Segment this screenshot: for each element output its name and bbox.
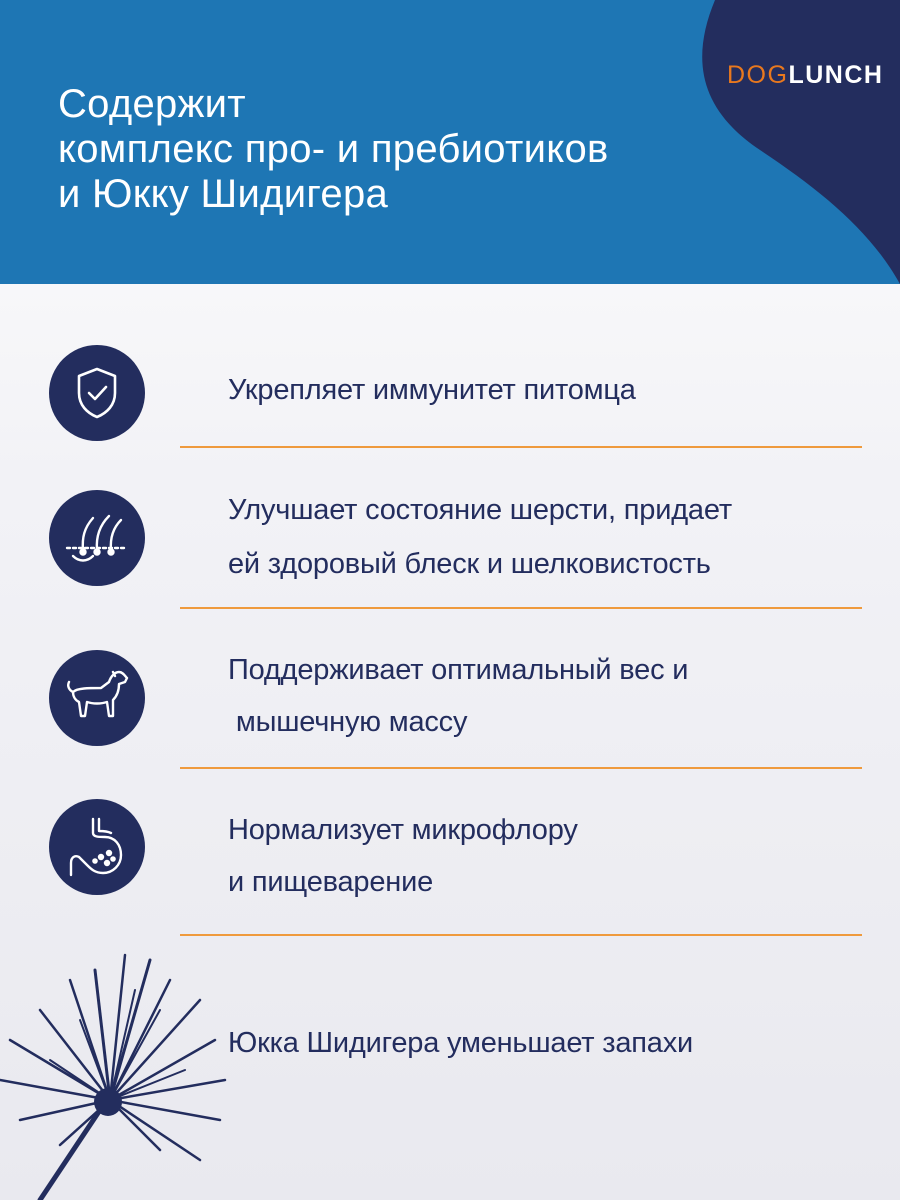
feature-line: Юкка Шидигера уменьшает запахи (228, 1027, 693, 1059)
feature-text (228, 806, 868, 906)
headline (58, 82, 609, 217)
feature-text (228, 366, 868, 414)
feature-text (228, 1019, 868, 1067)
feature-line: мышечную массу (228, 706, 468, 738)
feature-line: Улучшает состояние шерсти, придает (228, 494, 732, 526)
headline-line: Содержит (58, 82, 246, 126)
feature-line: и пищеварение (228, 866, 434, 898)
brand-logo (727, 58, 883, 92)
feature-line: Укрепляет иммунитет питомца (228, 374, 636, 406)
divider (180, 767, 862, 769)
feature-line: ей здоровый блеск и шелковистость (228, 548, 711, 580)
headline-line: и Юкку Шидигера (58, 172, 389, 216)
feature-text (228, 486, 868, 588)
feature-line: Нормализует микрофлору (228, 814, 578, 846)
feature-text (228, 646, 868, 746)
dog-icon (49, 650, 145, 746)
header-banner (0, 0, 900, 284)
divider (180, 934, 862, 936)
divider (180, 607, 862, 609)
yucca-plant-icon (0, 950, 240, 1200)
logo-part-lunch: LUNCH (788, 61, 884, 89)
logo-part-dog: DOG (727, 61, 789, 89)
stomach-icon (49, 799, 145, 895)
headline-line: комплекс про- и пребиотиков (58, 127, 609, 171)
shield-check-icon (49, 345, 145, 441)
fur-hair-icon (49, 490, 145, 586)
feature-line: Поддерживает оптимальный вес и (228, 654, 689, 686)
divider (180, 446, 862, 448)
